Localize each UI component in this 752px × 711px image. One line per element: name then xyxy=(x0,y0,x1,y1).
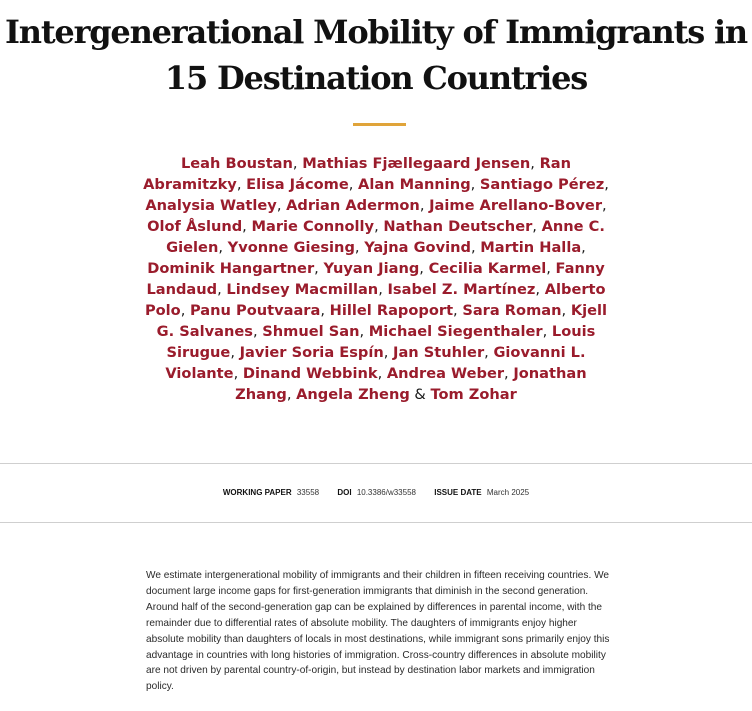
author-separator: , xyxy=(419,197,430,214)
working-paper-label: WORKING PAPER xyxy=(222,488,292,497)
author-separator: , xyxy=(535,281,545,298)
doi-value: 10.3386/w33558 xyxy=(356,488,416,497)
author-separator: , xyxy=(180,302,190,319)
author-separator: , xyxy=(419,260,429,277)
author-separator: , xyxy=(218,239,228,256)
author-separator: , xyxy=(581,239,586,256)
author-separator: , xyxy=(484,344,494,361)
page-title: Intergenerational Mobility of Immigrants in 15 Destination Countries xyxy=(5,13,747,97)
author-link[interactable]: Leah Boustan xyxy=(180,155,293,172)
author-link[interactable]: Mathias Fjællegaard Jensen xyxy=(302,155,531,172)
author-link[interactable]: Kjell G. Salvanes xyxy=(156,302,608,340)
author-link[interactable]: Marie Connolly xyxy=(251,218,375,235)
author-link[interactable]: Dinand Webbink xyxy=(242,365,378,382)
meta-divider-top xyxy=(0,463,752,464)
author-separator: , xyxy=(453,302,463,319)
author-link[interactable]: Alberto Polo xyxy=(144,281,606,319)
author-link[interactable]: Adrian Adermon xyxy=(286,197,420,214)
author-separator: , xyxy=(530,155,540,172)
abstract-text: We estimate intergenerational mobility of immigrants and their children in fifteen receiving countries. We document large income gaps for first-generation immigrants that diminish in the second generation. Around half of the second-generation gap can be explained by differences in parental income, with the remainder due to differential rates of absolute mobility. The daughters of immigrants enjoy higher absolute mobility than daughters of locals in most destinations, while immigrant sons primarily enjoy this advantage in countries with long histories of immigration. Cross-country differences in absolute mobility are not driven by parental country-of-origin, but instead by destination labor markets and immigration policy. xyxy=(146,570,610,693)
author-separator: & xyxy=(409,386,431,403)
author-link[interactable]: Isabel Z. Martínez xyxy=(387,281,536,298)
author-link[interactable]: Martin Halla xyxy=(480,239,582,256)
doi-info xyxy=(337,488,416,498)
author-separator: , xyxy=(377,365,387,382)
author-separator: , xyxy=(470,176,480,193)
author-separator: , xyxy=(320,302,330,319)
author-link[interactable]: Fanny Landaud xyxy=(146,260,605,298)
author-separator: , xyxy=(276,197,287,214)
issue-date-value: March 2025 xyxy=(486,488,530,497)
author-link[interactable]: Jan Stuhler xyxy=(393,344,485,361)
author-link[interactable]: Jaime Arellano-Bover xyxy=(429,197,603,214)
working-paper-info xyxy=(223,488,319,498)
author-link[interactable]: Hillel Rapoport xyxy=(329,302,454,319)
author-separator: , xyxy=(348,176,359,193)
author-link[interactable]: Tom Zohar xyxy=(430,386,517,403)
author-link[interactable]: Lindsey Macmillan xyxy=(226,281,379,298)
author-link[interactable]: Dominik Hangartner xyxy=(147,260,315,277)
author-link[interactable]: Elisa Jácome xyxy=(246,176,349,193)
author-list xyxy=(140,153,612,405)
author-separator: , xyxy=(236,176,247,193)
author-separator: , xyxy=(292,155,303,172)
author-link[interactable]: Yvonne Giesing xyxy=(227,239,355,256)
author-separator: , xyxy=(354,239,365,256)
author-link[interactable]: Giovanni L. Violante xyxy=(165,344,586,382)
author-separator: , xyxy=(230,344,240,361)
author-separator: , xyxy=(604,176,609,193)
author-separator: , xyxy=(470,239,481,256)
author-separator: , xyxy=(542,323,552,340)
author-link[interactable]: Panu Poutvaara xyxy=(190,302,321,319)
author-separator: , xyxy=(378,281,388,298)
author-separator: , xyxy=(602,197,607,214)
author-link[interactable]: Yuyan Jiang xyxy=(323,260,420,277)
author-separator: , xyxy=(314,260,324,277)
author-separator: , xyxy=(252,323,263,340)
author-link[interactable]: Shmuel San xyxy=(262,323,360,340)
author-separator: , xyxy=(383,344,394,361)
paper-metadata xyxy=(0,488,752,498)
author-link[interactable]: Analysia Watley xyxy=(145,197,277,214)
author-link[interactable]: Nathan Deutscher xyxy=(383,218,533,235)
author-link[interactable]: Javier Soria Espín xyxy=(239,344,384,361)
author-separator: , xyxy=(242,218,252,235)
author-separator: , xyxy=(286,386,297,403)
author-separator: , xyxy=(217,281,227,298)
author-separator: , xyxy=(546,260,556,277)
title-accent-rule xyxy=(353,123,406,126)
author-link[interactable]: Louis Sirugue xyxy=(166,323,596,361)
working-paper-number: 33558 xyxy=(296,488,320,497)
author-link[interactable]: Olof Åslund xyxy=(147,218,243,235)
meta-divider-bottom xyxy=(0,522,752,523)
author-link[interactable]: Jonathan Zhang xyxy=(235,365,587,403)
author-link[interactable]: Andrea Weber xyxy=(386,365,505,382)
author-link[interactable]: Santiago Pérez xyxy=(479,176,605,193)
author-link[interactable]: Cecilia Karmel xyxy=(428,260,547,277)
author-link[interactable]: Alan Manning xyxy=(358,176,471,193)
author-separator: , xyxy=(374,218,384,235)
author-separator: , xyxy=(532,218,542,235)
author-separator: , xyxy=(233,365,243,382)
author-link[interactable]: Anne C. Gielen xyxy=(166,218,605,256)
author-separator: , xyxy=(561,302,571,319)
author-separator: , xyxy=(504,365,514,382)
issue-date-info xyxy=(434,488,529,498)
author-link[interactable]: Michael Siegenthaler xyxy=(368,323,543,340)
doi-label: DOI xyxy=(337,488,352,497)
issue-date-label: ISSUE DATE xyxy=(434,488,482,497)
author-link[interactable]: Ran Abramitzky xyxy=(143,155,572,193)
author-separator: , xyxy=(359,323,369,340)
author-link[interactable]: Angela Zheng xyxy=(296,386,410,403)
author-link[interactable]: Yajna Govind xyxy=(364,239,471,256)
author-link[interactable]: Sara Roman xyxy=(462,302,562,319)
